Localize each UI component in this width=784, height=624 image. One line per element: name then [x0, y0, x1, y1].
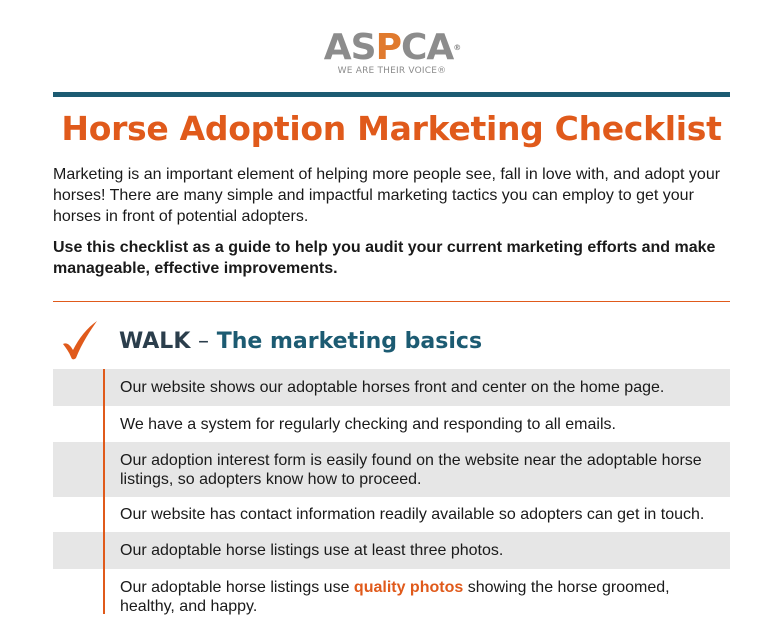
header-divider	[53, 92, 730, 97]
checklist-rail	[103, 369, 105, 614]
guide-paragraph: Use this checklist as a guide to help you audit your current marketing efforts and make manageable, effective improvements.	[53, 239, 716, 277]
aspca-logo	[0, 27, 784, 76]
quality-photos-link[interactable]: quality photos	[353, 578, 464, 596]
checklist-item: Our adoptable horse listings use quality photos showing the horse groomed, healthy, and happy.	[120, 578, 670, 615]
checklist-item: We have a system for regularly checking and responding to all emails.	[120, 415, 616, 433]
checkmark-icon	[60, 318, 100, 362]
section-divider	[53, 301, 730, 302]
checklist-item: Our adoptable horse listings use at least three photos.	[53, 532, 730, 569]
checklist-item: Our website shows our adoptable horses front and center on the home page.	[53, 369, 730, 406]
page-title: Horse Adoption Marketing Checklist	[61, 109, 722, 148]
logo-wordmark: ASPCA®	[323, 27, 461, 68]
section-heading: WALK – The marketing basics	[119, 329, 483, 354]
logo-tagline: WE ARE THEIR VOICE®	[337, 66, 447, 76]
intro-paragraph: Marketing is an important element of helping more people see, fall in love with, and adopt your horses! There are many simple and impactful marketing tactics you can employ to get your horses in front of potential adopters.	[53, 166, 721, 225]
section-subtitle: The marketing basics	[216, 329, 483, 354]
checklist-item: Our adoption interest form is easily found on the website near the adoptable horse listings, so adopters know how to proceed.	[53, 442, 730, 497]
checklist-item: Our website has contact information readily available so adopters can get in touch.	[120, 506, 705, 523]
checklist	[53, 369, 730, 624]
